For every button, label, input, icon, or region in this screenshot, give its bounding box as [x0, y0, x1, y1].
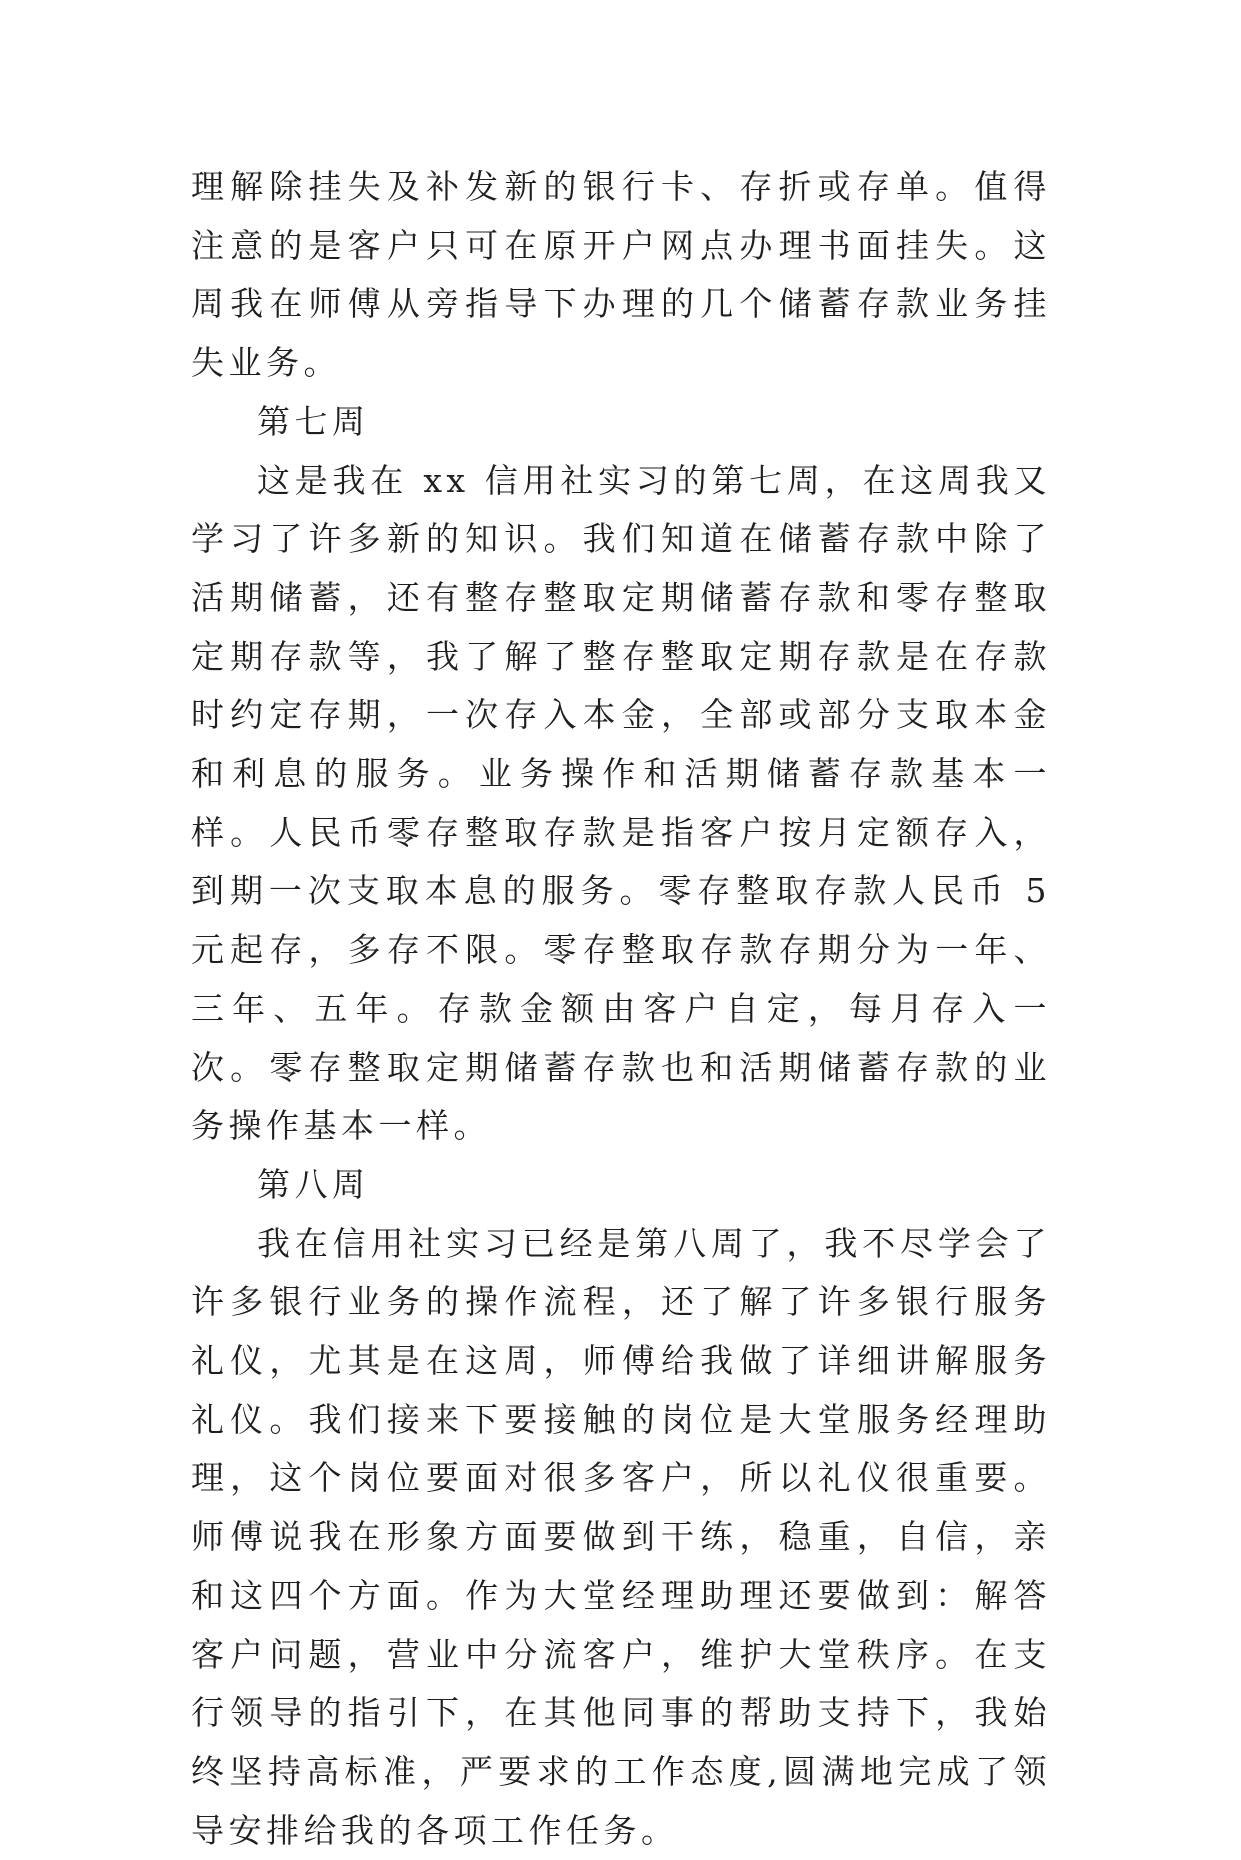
paragraph-week-8: 我在信用社实习已经是第八周了，我不尽学会了许多银行业务的操作流程，还了解了许多银行服务礼仪，尤其是在这周，师傅给我做了详细讲解服务礼仪。我们接来下要接触的岗位是大堂服务经理助理，这个岗位要面对很多客户，所以礼仪很重要。师傅说我在形象方面要做到干练，稳重，自信，亲和这四个方面。作为大堂经理助理还要做到：解答客户问题，营业中分流客户，维护大堂秩序。在支行领导的指引下，在其他同事的帮助支持下，我始终坚持高标准，严要求的工作态度,圆满地完成了领导安排给我的各项工作任务。 [191, 1223, 1051, 1850]
paragraph-week-7: 这是我在 xx 信用社实习的第七周，在这周我又学习了许多新的知识。我们知道在储蓄存款中除了活期储蓄，还有整存整取定期储蓄存款和零存整取定期存款等，我了解了整存整取定期存款是在存款时约定存期，一次存入本金，全部或部分支取本金和利息的服务。业务操作和活期储蓄存款基本一样。人民币零存整取存款是指客户按月定额存入，到期一次支取本息的服务。零存整取存款人民币 5 元起存，多存不限。零存整取存款存期分为一年、三年、五年。存款金额由客户自定，每月存入一次。零存整取定期储蓄存款也和活期储蓄存款的业务操作基本一样。 [191, 460, 1051, 1146]
document-body [191, 158, 1051, 1860]
heading-week-8: 第八周 [257, 1164, 370, 1204]
heading-week-7: 第七周 [257, 401, 370, 441]
paragraph-continued: 理解除挂失及补发新的银行卡、存折或存单。值得注意的是客户只可在原开户网点办理书面挂失。这周我在师傅从旁指导下办理的几个储蓄存款业务挂失业务。 [191, 167, 1051, 383]
